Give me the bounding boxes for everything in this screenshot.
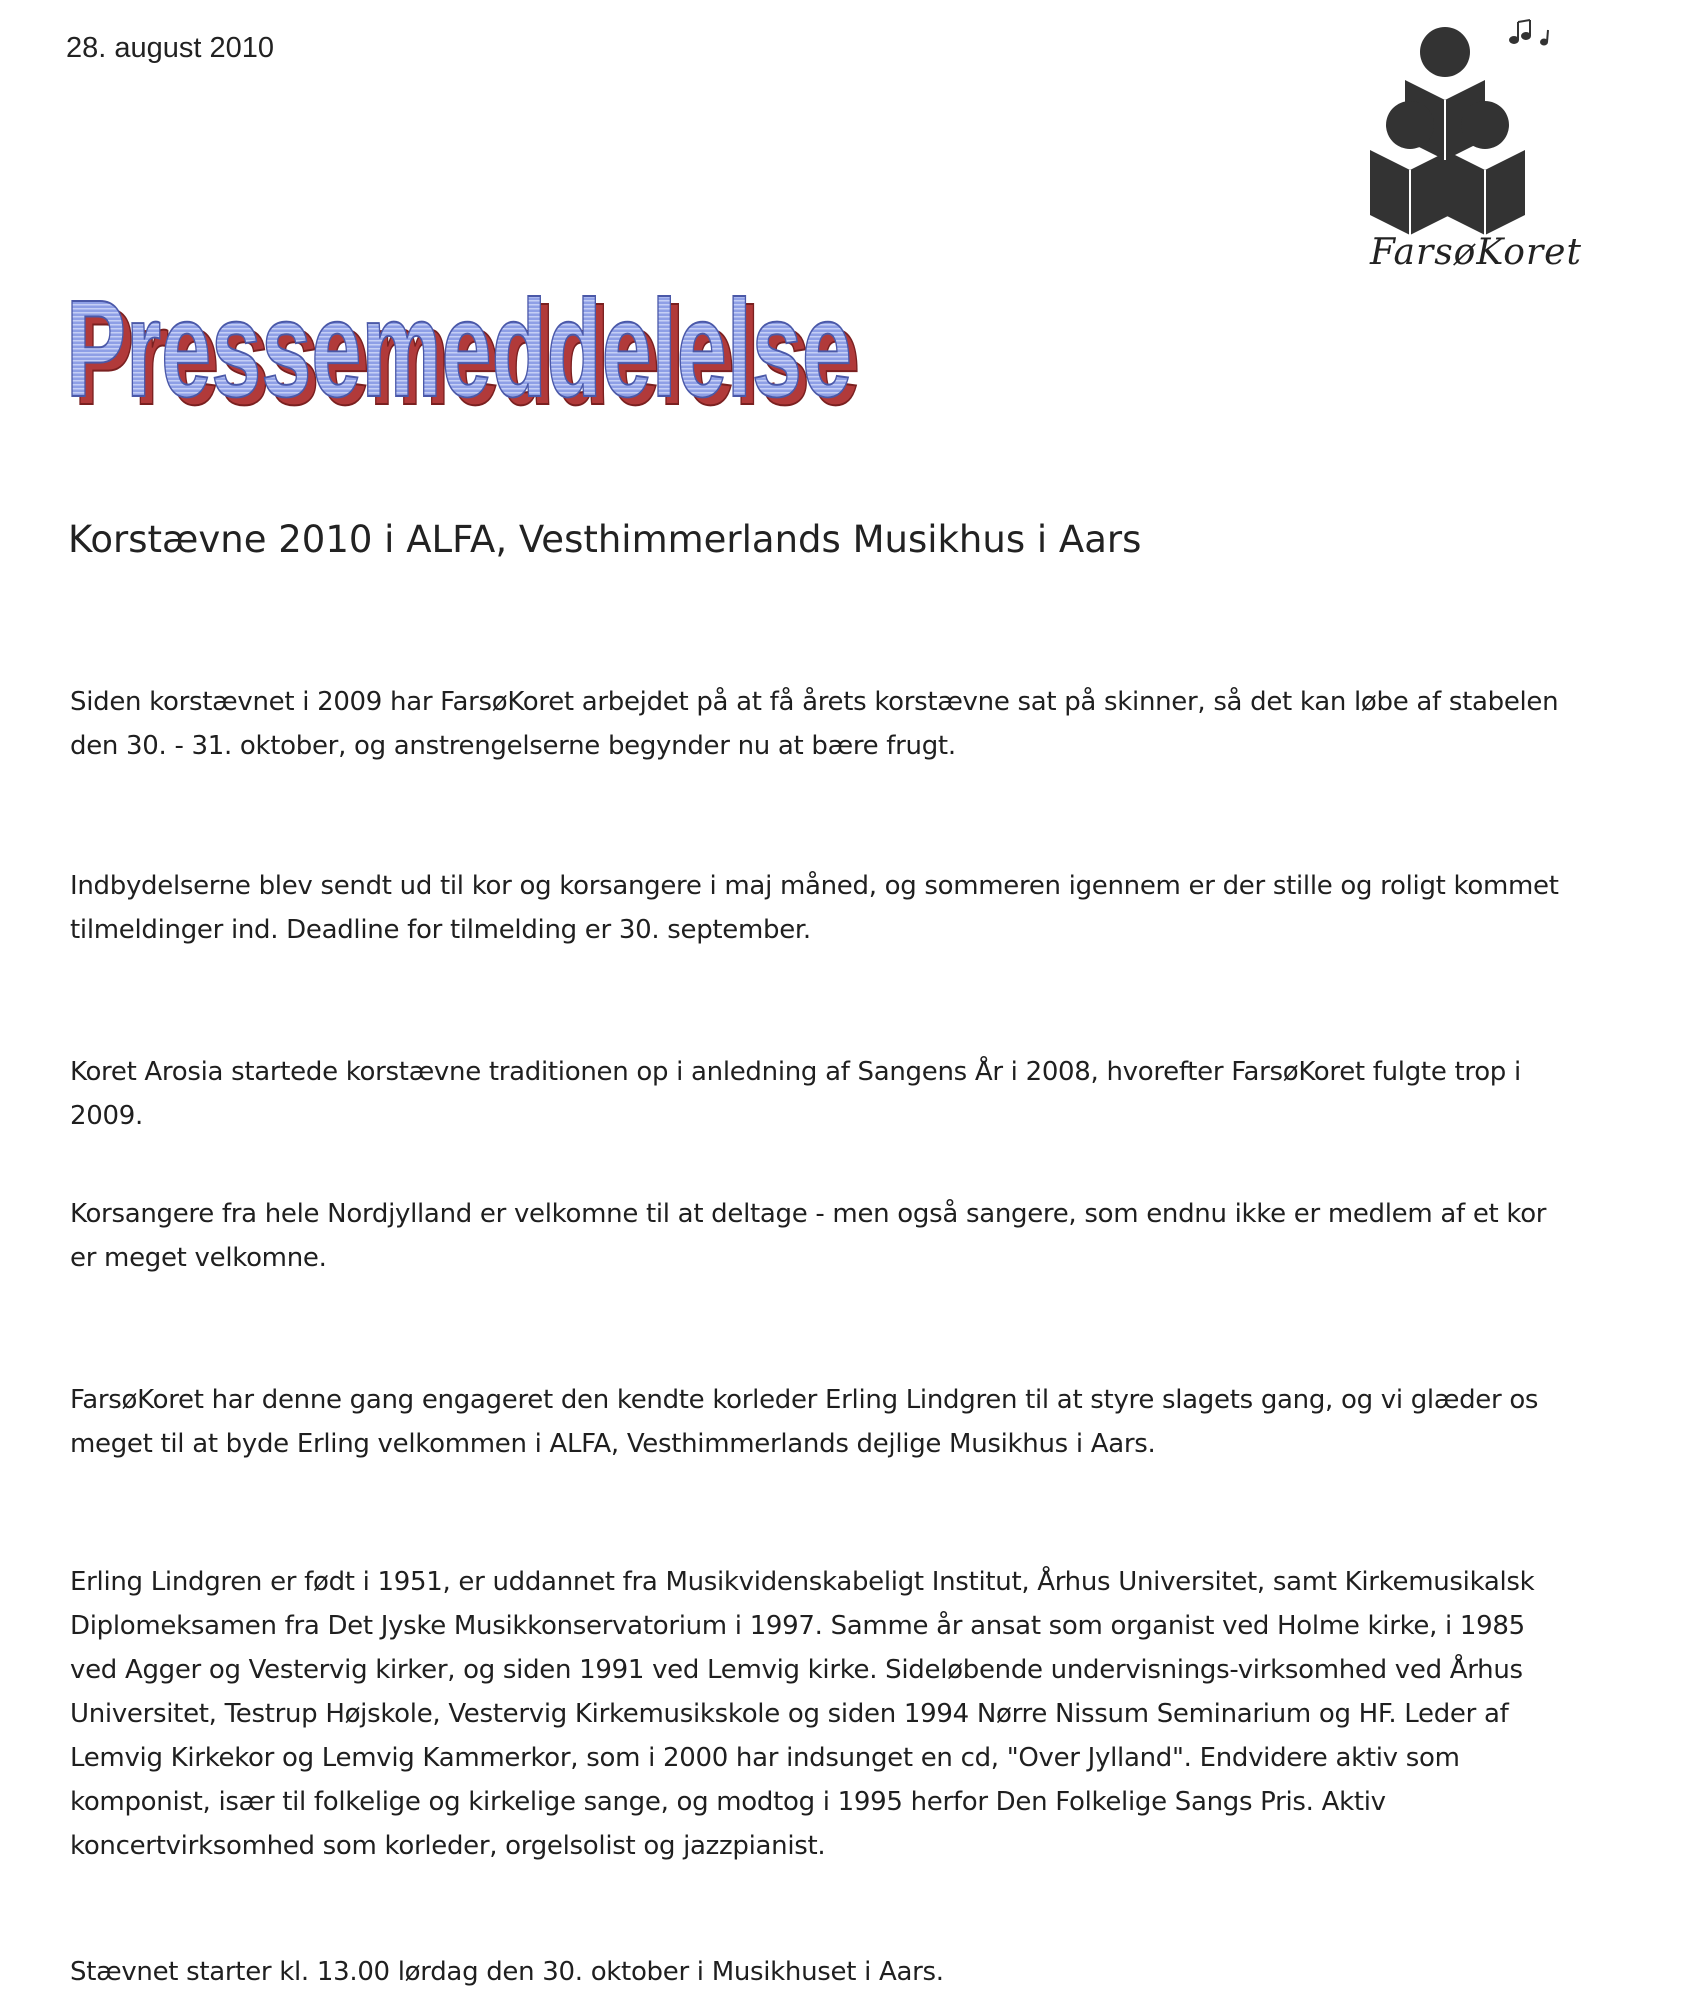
paragraph-2: Indbydelserne blev sendt ud til kor og korsangere i maj måned, og sommeren igennem er der stille og roligt kommet tilmeldinger ind. Deadline for tilmelding er 30. september.	[70, 871, 1559, 945]
banner-title-shadow: Pressemeddelelse	[74, 280, 860, 420]
paragraph-7: Stævnet starter kl. 13.00 lørdag den 30. oktober i Musikhuset i Aars.	[70, 1957, 944, 1987]
press-release-banner	[64, 270, 884, 420]
article-headline: Korstævne 2010 i ALFA, Vesthimmerlands Musikhus i Aars	[68, 518, 1142, 561]
choir-logo-name: FarsøKoret	[1370, 232, 1582, 273]
paragraph-4: Korsangere fra hele Nordjylland er velkomne til at deltage - men også sangere, som endnu ikke er medlem af et kor er meget velkomne.	[70, 1199, 1547, 1273]
document-date: 28. august 2010	[66, 32, 275, 64]
paragraph-6: Erling Lindgren er født i 1951, er uddannet fra Musikvidenskabeligt Institut, Århus Universitet, samt Kirkemusikalsk Diplomeksamen fra Det Jyske Musikkonservatorium i 1997. Samme år ansat som organist ved Holme kirke, i 1985 ved Agger og Vestervig kirker, og siden 1991 ved Lemvig kirke. Sideløbende undervisnings-virksomhed ved Århus Universitet, Testrup Højskole, Vestervig Kirkemusikskole og siden 1994 Nørre Nissum Seminarium og HF. Leder af Lemvig Kirkekor og Lemvig Kammerkor, som i 2000 har indsunget en cd, "Over Jylland". Endvidere aktiv som komponist, især til folkelige og kirkelige sange, og modtog i 1995 herfor Den Folkelige Sangs Pris. Aktiv koncertvirksomhed som korleder, orgelsolist og jazzpianist.	[70, 1567, 1535, 1861]
banner-title: Pressemeddelelse	[66, 272, 852, 420]
paragraph-1: Siden korstævnet i 2009 har FarsøKoret arbejdet på at få årets korstævne sat på skinner, så det kan løbe af stabelen den 30. - 31. oktober, og anstrengelserne begynder nu at bære frugt.	[70, 687, 1559, 761]
paragraph-3: Koret Arosia startede korstævne traditionen op i anledning af Sangens År i 2008, hvorefter FarsøKoret fulgte trop i 2009.	[70, 1057, 1521, 1131]
paragraph-5: FarsøKoret har denne gang engageret den kendte korleder Erling Lindgren til at styre slagets gang, og vi glæder os meget til at byde Erling velkommen i ALFA, Vesthimmerlands dejlige Musikhus i Aars.	[70, 1385, 1539, 1459]
